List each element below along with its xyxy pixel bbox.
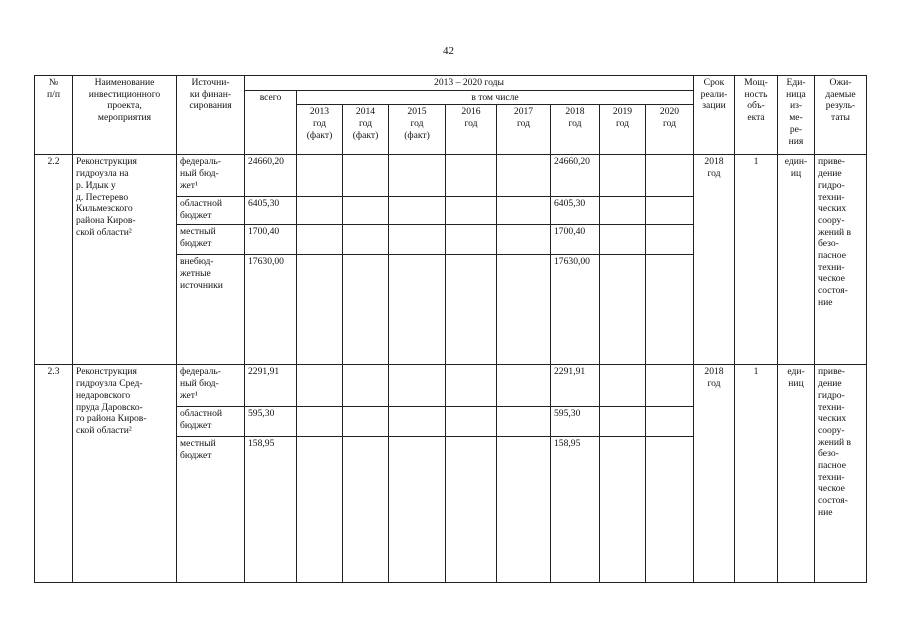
- header-name: Наименование инвестиционного проекта, мероприятия: [73, 76, 177, 155]
- table-row: [35, 155, 867, 197]
- header-capacity: Мощ- ность объ- екта: [735, 76, 778, 155]
- header-unit: Еди- ница из- ме- ре- ния: [778, 76, 815, 155]
- year-2018-value: 595,30: [551, 407, 600, 437]
- header-year-2013: 2013 год (факт): [297, 105, 343, 155]
- header-including: в том числе: [297, 90, 694, 105]
- header-term: Срок реали- зации: [694, 76, 735, 155]
- total-value: 595,30: [245, 407, 297, 437]
- project-capacity: 1: [735, 365, 778, 583]
- funding-source: местный бюджет: [177, 225, 245, 255]
- year-2018-value: 1700,40: [551, 225, 600, 255]
- header-period: 2013 – 2020 годы: [245, 76, 694, 91]
- total-value: 158,95: [245, 437, 297, 583]
- year-2018-value: 17630,00: [551, 255, 600, 365]
- project-number: 2.3: [35, 365, 73, 583]
- total-value: 6405,30: [245, 197, 297, 225]
- year-2018-value: 24660,20: [551, 155, 600, 197]
- table-row: [35, 365, 867, 407]
- header-no: № п/п: [35, 76, 73, 155]
- year-2018-value: 6405,30: [551, 197, 600, 225]
- header-year-2017: 2017 год: [497, 105, 551, 155]
- project-name: Реконструкция гидроузла на р. Идык у д. Пестерево Кильмезского района Киров- ской области²: [73, 155, 177, 365]
- header-year-2018: 2018 год: [551, 105, 600, 155]
- project-capacity: 1: [735, 155, 778, 365]
- header-result: Ожи- даемые резуль- таты: [815, 76, 867, 155]
- total-value: 17630,00: [245, 255, 297, 365]
- funding-source: областной бюджет: [177, 197, 245, 225]
- project-number: 2.2: [35, 155, 73, 365]
- project-term: 2018 год: [694, 365, 735, 583]
- funding-source: федераль- ный бюд- жет¹: [177, 365, 245, 407]
- header-year-2016: 2016 год: [446, 105, 497, 155]
- project-result: приве- дение гидро- техни- ческих соору- жений в безо- пасное техни- ческое состоя- ние: [815, 155, 867, 365]
- header-row-1: [35, 76, 867, 91]
- header-total: всего: [245, 90, 297, 155]
- year-2018-value: 158,95: [551, 437, 600, 583]
- page-number: 42: [443, 45, 454, 57]
- funding-source: областной бюджет: [177, 407, 245, 437]
- header-year-2014: 2014 год (факт): [343, 105, 389, 155]
- project-unit: еди- ниц: [778, 365, 815, 583]
- header-source: Источни- ки финан- сирования: [177, 76, 245, 155]
- project-name: Реконструкция гидроузла Сред- недаровского пруда Даровско- го района Киров- ской области²: [73, 365, 177, 583]
- project-result: приве- дение гидро- техни- ческих соору- жений в безо- пасное техни- ческое состоя- ние: [815, 365, 867, 583]
- funding-source: внебюд- жетные источники: [177, 255, 245, 365]
- header-year-2015: 2015 год (факт): [389, 105, 446, 155]
- funding-source: местный бюджет: [177, 437, 245, 583]
- total-value: 1700,40: [245, 225, 297, 255]
- project-unit: един- иц: [778, 155, 815, 365]
- header-year-2019: 2019 год: [600, 105, 646, 155]
- header-year-2020: 2020 год: [646, 105, 694, 155]
- total-value: 2291,91: [245, 365, 297, 407]
- project-term: 2018 год: [694, 155, 735, 365]
- total-value: 24660,20: [245, 155, 297, 197]
- year-2018-value: 2291,91: [551, 365, 600, 407]
- funding-source: федераль- ный бюд- жет¹: [177, 155, 245, 197]
- investment-projects-table: [34, 75, 867, 583]
